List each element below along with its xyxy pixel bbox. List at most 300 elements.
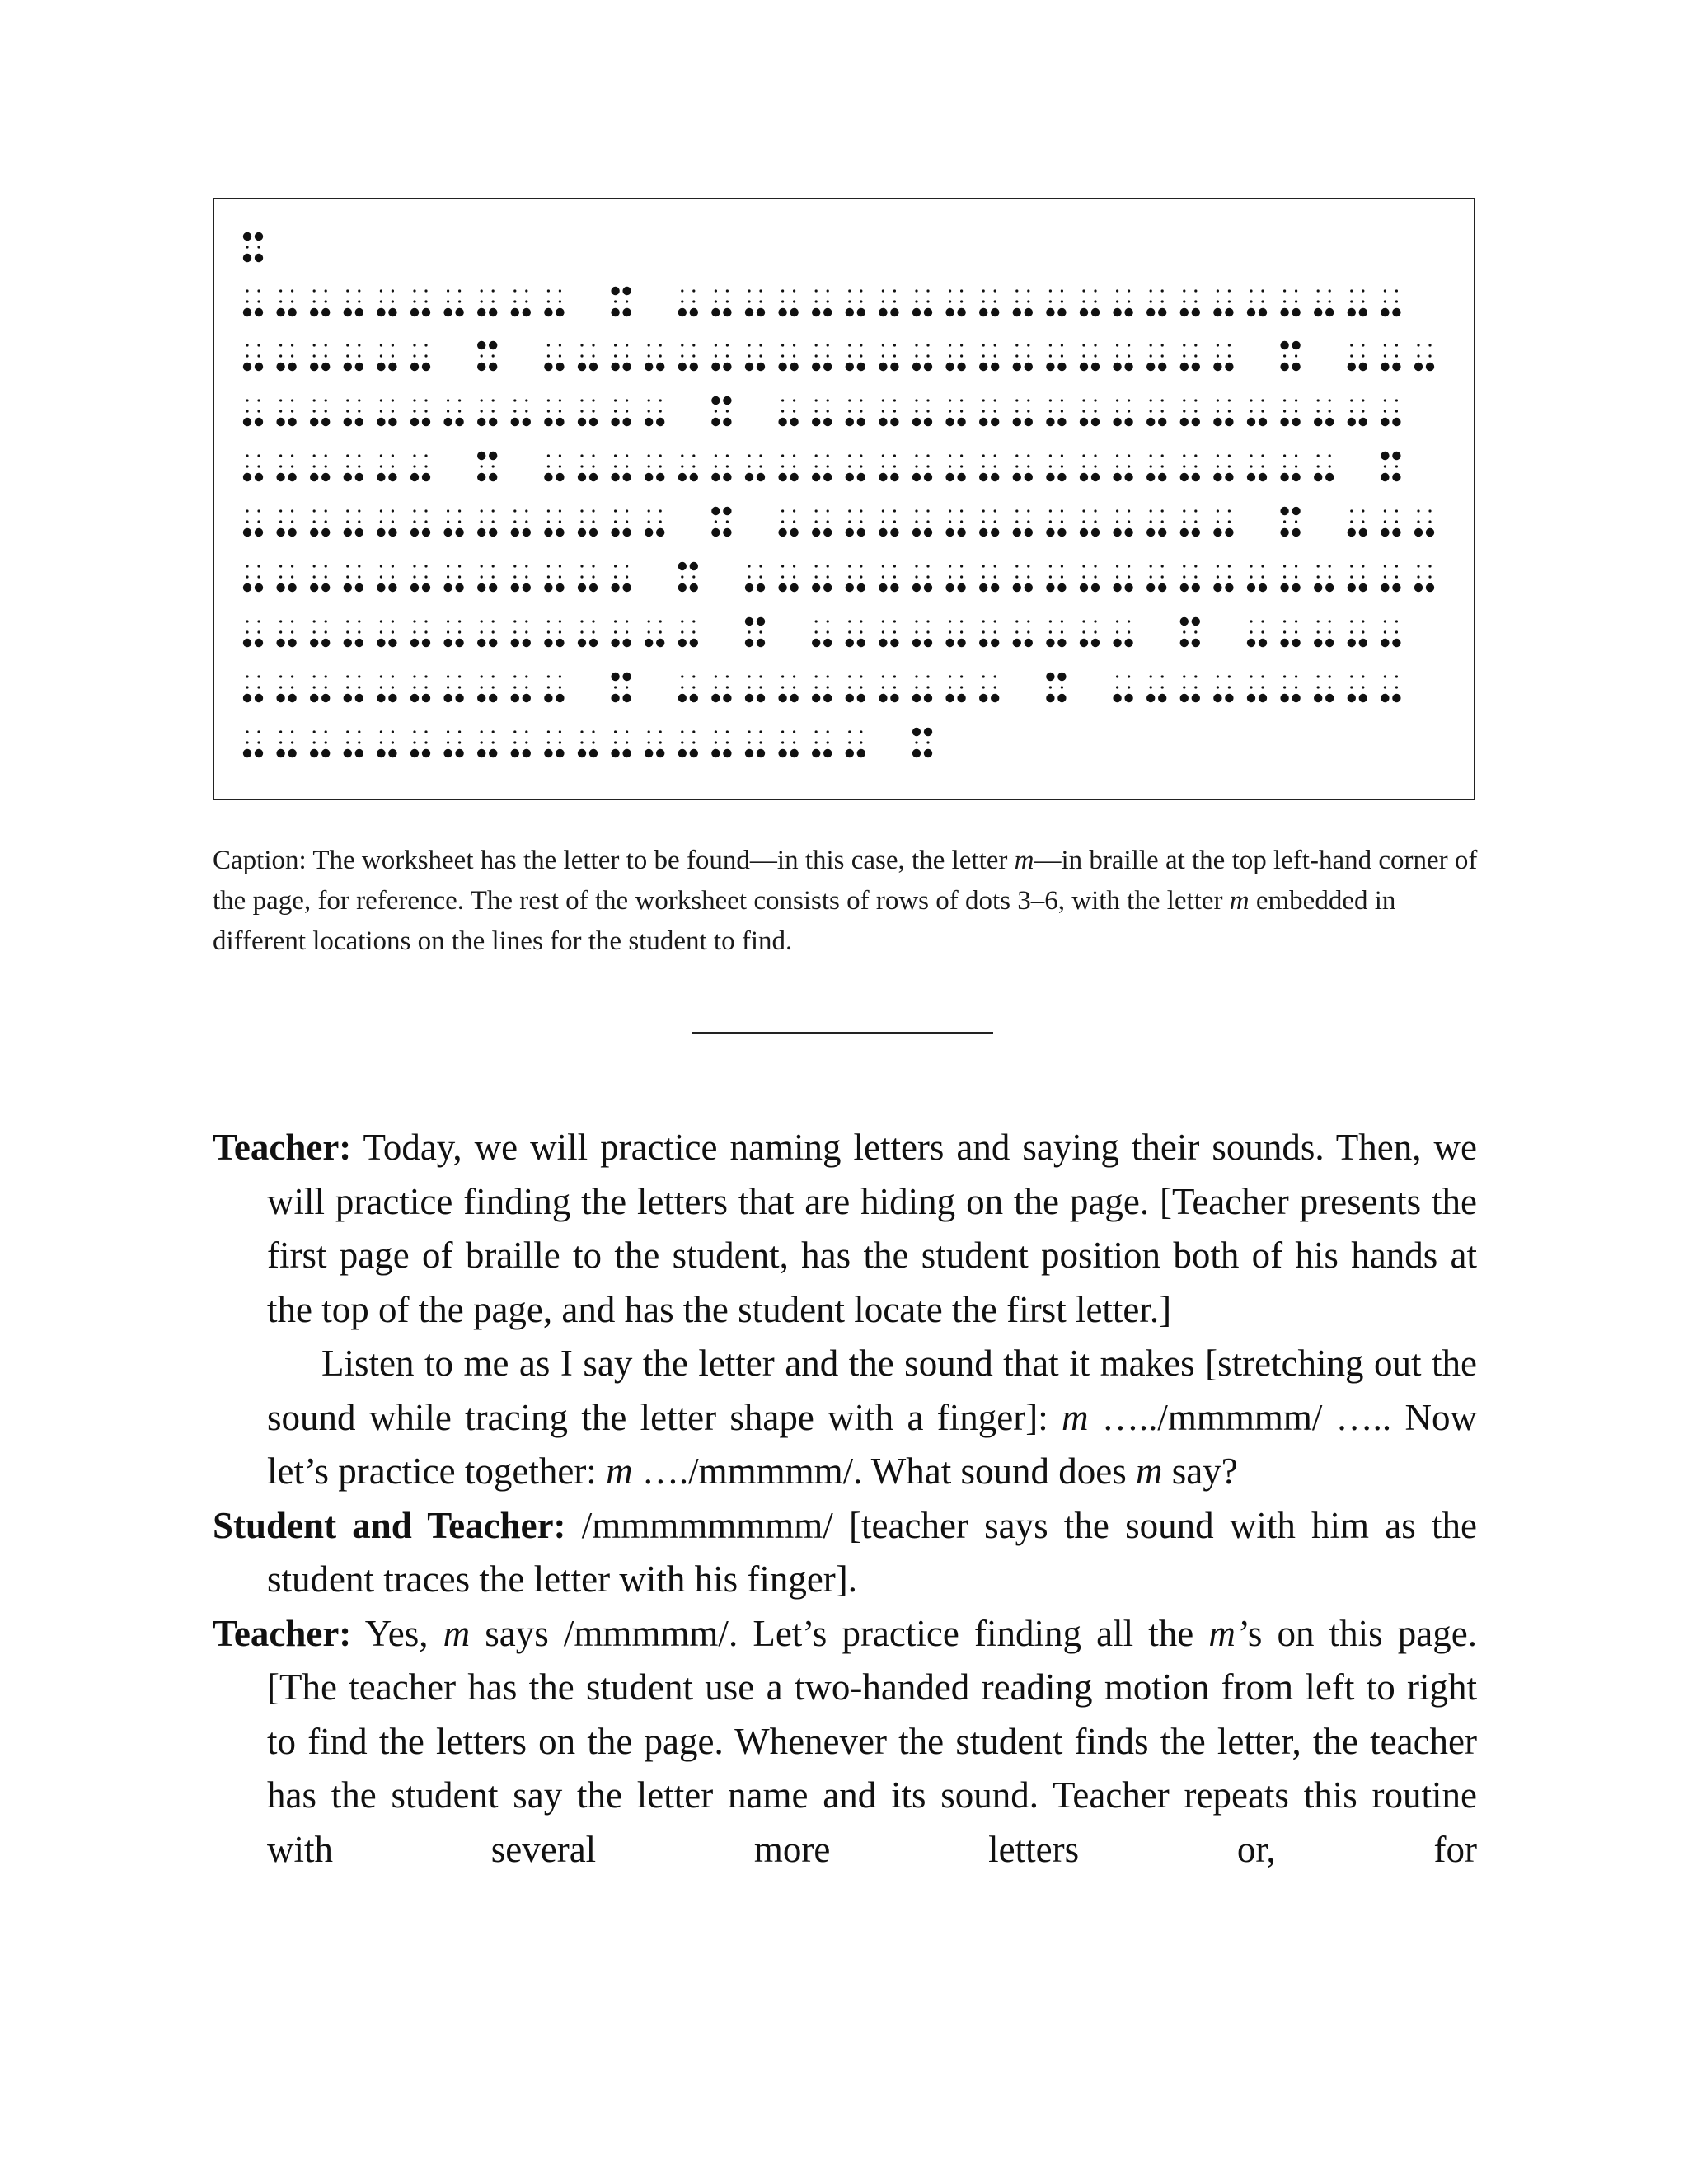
braille-dot-flat: [1015, 520, 1018, 523]
braille-dot-raised: [1247, 639, 1255, 647]
braille-dot-flat: [1261, 686, 1264, 688]
braille-dot-flat: [291, 620, 293, 622]
braille-dot-flat: [1317, 399, 1320, 401]
braille-dot-flat: [492, 730, 495, 733]
braille-dot-flat: [1183, 575, 1185, 578]
braille-dot-raised: [757, 473, 765, 481]
braille-dot-raised: [1325, 418, 1334, 426]
braille-dot-raised: [589, 749, 598, 757]
section-divider: [692, 1032, 993, 1034]
braille-dot-raised: [578, 528, 586, 537]
braille-dot-flat: [525, 575, 528, 578]
braille-dot-raised: [1192, 583, 1200, 592]
braille-dot-raised: [344, 749, 352, 757]
braille-dot-flat: [614, 509, 617, 512]
braille-dot-flat: [1329, 565, 1331, 567]
braille-dot-raised: [745, 473, 753, 481]
braille-dot-raised: [578, 749, 586, 757]
braille-dot-flat: [458, 410, 461, 412]
braille-dot-flat: [1384, 300, 1386, 302]
braille-dot-raised: [489, 639, 497, 647]
braille-dot-raised: [912, 694, 921, 702]
braille-dot-flat: [492, 675, 495, 677]
braille-dot-flat: [246, 344, 248, 346]
braille-dot-flat: [1395, 509, 1398, 512]
braille-dot-flat: [1094, 520, 1096, 523]
braille-dot-raised: [823, 308, 832, 316]
braille-dot-flat: [793, 454, 795, 457]
braille-dot-raised: [455, 749, 463, 757]
braille-dot-flat: [882, 509, 884, 512]
braille-dot-flat: [915, 575, 917, 578]
dialogue-text: …./mmmmm/. What sound does: [632, 1451, 1136, 1492]
braille-dot-flat: [1150, 454, 1152, 457]
braille-dot-raised: [1046, 583, 1054, 592]
braille-dot-flat: [949, 465, 951, 467]
braille-dot-raised: [578, 583, 586, 592]
braille-dot-raised: [455, 528, 463, 537]
braille-dot-raised: [1213, 528, 1221, 537]
braille-dot-raised: [790, 528, 798, 537]
braille-dot-flat: [413, 289, 415, 292]
braille-dot-flat: [1295, 520, 1297, 523]
braille-dot-flat: [547, 620, 550, 622]
braille-dot-raised: [1192, 418, 1200, 426]
braille-dot-flat: [1082, 454, 1085, 457]
braille-dot-flat: [1217, 344, 1219, 346]
braille-dot-raised: [711, 396, 720, 405]
braille-dot-raised: [857, 639, 865, 647]
braille-dot-flat: [481, 509, 483, 512]
braille-dot-flat: [413, 509, 415, 512]
braille-dot-flat: [346, 344, 349, 346]
braille-dot-flat: [659, 465, 662, 467]
braille-dot-flat: [1116, 630, 1118, 633]
braille-dot-raised: [344, 528, 352, 537]
braille-dot-flat: [1128, 675, 1130, 677]
braille-dot-raised: [711, 418, 720, 426]
braille-dot-flat: [380, 675, 382, 677]
braille-dot-flat: [1395, 565, 1398, 567]
braille-dot-flat: [681, 289, 683, 292]
braille-dot-raised: [544, 639, 552, 647]
braille-dot-raised: [377, 473, 385, 481]
braille-dot-raised: [812, 308, 820, 316]
braille-dot-flat: [1228, 354, 1231, 357]
braille-dot-flat: [1128, 575, 1130, 578]
braille-dot-raised: [276, 418, 284, 426]
braille-dot-flat: [1194, 575, 1197, 578]
braille-dot-flat: [1395, 575, 1398, 578]
braille-dot-flat: [781, 399, 784, 401]
braille-dot-flat: [424, 399, 427, 401]
braille-dot-flat: [257, 354, 260, 357]
braille-dot-flat: [279, 289, 282, 292]
braille-dot-raised: [979, 418, 987, 426]
braille-dot-raised: [1325, 583, 1334, 592]
braille-dot-raised: [243, 418, 251, 426]
braille-dot-flat: [325, 410, 327, 412]
braille-dot-flat: [1250, 630, 1252, 633]
braille-dot-flat: [1049, 344, 1052, 346]
braille-dot-flat: [358, 465, 360, 467]
braille-dot-flat: [1362, 520, 1364, 523]
braille-dot-flat: [580, 620, 583, 622]
braille-dot-flat: [291, 565, 293, 567]
braille-dot-raised: [310, 473, 318, 481]
braille-dot-flat: [949, 620, 951, 622]
braille-dot-flat: [257, 565, 260, 567]
braille-dot-raised: [1080, 473, 1088, 481]
braille-dot-flat: [559, 730, 561, 733]
braille-dot-flat: [547, 686, 550, 688]
braille-dot-flat: [982, 630, 985, 633]
braille-dot-flat: [592, 730, 594, 733]
braille-dot-flat: [547, 565, 550, 567]
braille-dot-flat: [793, 675, 795, 677]
braille-dot-flat: [1128, 289, 1130, 292]
braille-dot-flat: [614, 410, 617, 412]
braille-dot-raised: [1192, 528, 1200, 537]
braille-dot-flat: [1217, 565, 1219, 567]
braille-dot-flat: [915, 509, 917, 512]
braille-dot-raised: [489, 528, 497, 537]
braille-dot-flat: [659, 410, 662, 412]
braille-dot-flat: [392, 630, 394, 633]
braille-dot-flat: [1217, 300, 1219, 302]
braille-dot-raised: [578, 473, 586, 481]
braille-dot-raised: [979, 694, 987, 702]
braille-dot-flat: [346, 620, 349, 622]
braille-dot-flat: [748, 675, 750, 677]
braille-dot-raised: [276, 308, 284, 316]
braille-dot-flat: [1183, 344, 1185, 346]
braille-dot-raised: [711, 749, 720, 757]
caption-mid: —in braille at the top left-hand corner of the page, for reference. The rest of the worksheet consists of rows of dots 3–6, with the letter: [213, 846, 1478, 916]
braille-dot-flat: [291, 410, 293, 412]
braille-dot-flat: [960, 465, 963, 467]
braille-dot-flat: [413, 454, 415, 457]
braille-dot-raised: [711, 507, 720, 515]
braille-dot-flat: [1183, 509, 1185, 512]
braille-dot-raised: [544, 749, 552, 757]
braille-dot-flat: [1027, 354, 1029, 357]
braille-dot-flat: [325, 454, 327, 457]
braille-dot-flat: [926, 300, 929, 302]
braille-dot-flat: [659, 399, 662, 401]
braille-dot-flat: [882, 454, 884, 457]
braille-dot-flat: [1194, 399, 1197, 401]
braille-dot-flat: [246, 246, 248, 248]
braille-dot-raised: [945, 583, 954, 592]
braille-dot-flat: [860, 300, 862, 302]
braille-dot-flat: [257, 575, 260, 578]
braille-dot-flat: [715, 344, 717, 346]
braille-dot-flat: [1061, 686, 1063, 688]
braille-dot-raised: [1080, 308, 1088, 316]
braille-dot-flat: [1261, 575, 1264, 578]
braille-dot-flat: [413, 354, 415, 357]
braille-dot-raised: [388, 418, 396, 426]
braille-dot-flat: [1395, 399, 1398, 401]
braille-dot-flat: [291, 509, 293, 512]
braille-dot-raised: [1247, 583, 1255, 592]
braille-dot-flat: [1350, 675, 1353, 677]
braille-dot-flat: [1194, 454, 1197, 457]
braille-dot-raised: [544, 308, 552, 316]
braille-dot-flat: [1150, 565, 1152, 567]
braille-dot-flat: [1094, 565, 1096, 567]
braille-dot-raised: [879, 363, 887, 371]
braille-dot-flat: [848, 575, 851, 578]
braille-dot-flat: [1116, 289, 1118, 292]
braille-dot-raised: [1158, 418, 1166, 426]
braille-dot-raised: [879, 694, 887, 702]
braille-dot-flat: [447, 289, 449, 292]
braille-dot-flat: [893, 675, 896, 677]
braille-dot-flat: [559, 520, 561, 523]
braille-dot-raised: [645, 749, 653, 757]
braille-dot-flat: [982, 300, 985, 302]
braille-dot-flat: [424, 344, 427, 346]
braille-dot-flat: [1161, 686, 1164, 688]
braille-dot-raised: [656, 528, 664, 537]
braille-dot-raised: [276, 363, 284, 371]
braille-dot-raised: [443, 694, 452, 702]
braille-dot-raised: [556, 694, 564, 702]
braille-dot-flat: [547, 344, 550, 346]
braille-dot-flat: [380, 465, 382, 467]
braille-dot-raised: [523, 308, 531, 316]
braille-dot-flat: [246, 354, 248, 357]
braille-dot-raised: [443, 418, 452, 426]
braille-dot-flat: [726, 300, 729, 302]
braille-dot-raised: [276, 583, 284, 592]
braille-dot-raised: [455, 308, 463, 316]
braille-dot-flat: [392, 520, 394, 523]
braille-dot-raised: [690, 473, 698, 481]
braille-dot-raised: [1314, 308, 1322, 316]
braille-dot-flat: [447, 410, 449, 412]
braille-dot-flat: [994, 509, 996, 512]
braille-dot-flat: [860, 630, 862, 633]
braille-dot-flat: [580, 630, 583, 633]
braille-dot-raised: [678, 749, 687, 757]
braille-dot-flat: [1150, 575, 1152, 578]
dialogue-text: say?: [1162, 1451, 1238, 1492]
braille-dot-raised: [979, 308, 987, 316]
braille-dot-flat: [848, 565, 851, 567]
braille-dot-flat: [648, 630, 650, 633]
braille-dot-flat: [1261, 454, 1264, 457]
braille-dot-raised: [912, 473, 921, 481]
braille-dot-flat: [1161, 410, 1164, 412]
braille-dot-flat: [481, 686, 483, 688]
braille-dot-flat: [1183, 354, 1185, 357]
braille-dot-flat: [1128, 410, 1130, 412]
braille-dot-flat: [1015, 509, 1018, 512]
braille-dot-flat: [994, 686, 996, 688]
braille-dot-flat: [882, 575, 884, 578]
braille-dot-raised: [1080, 583, 1088, 592]
braille-dot-raised: [1392, 528, 1400, 537]
braille-dot-raised: [355, 639, 363, 647]
braille-dot-flat: [994, 354, 996, 357]
braille-dot-flat: [313, 465, 316, 467]
braille-dot-raised: [288, 583, 296, 592]
braille-dot-raised: [1046, 473, 1054, 481]
braille-dot-flat: [257, 520, 260, 523]
braille-dot-flat: [1350, 686, 1353, 688]
braille-dot-flat: [481, 620, 483, 622]
braille-dot-flat: [1329, 686, 1331, 688]
braille-dot-raised: [991, 473, 999, 481]
braille-dot-flat: [1183, 454, 1185, 457]
braille-dot-flat: [1283, 354, 1286, 357]
braille-dot-flat: [614, 730, 617, 733]
braille-dot-raised: [489, 363, 497, 371]
braille-dot-raised: [1113, 639, 1121, 647]
braille-dot-raised: [757, 639, 765, 647]
braille-dot-raised: [924, 473, 932, 481]
braille-dot-flat: [1384, 575, 1386, 578]
braille-dot-raised: [589, 528, 598, 537]
braille-dot-flat: [1329, 465, 1331, 467]
braille-dot-flat: [513, 675, 516, 677]
braille-dot-flat: [525, 620, 528, 622]
braille-dot-raised: [857, 308, 865, 316]
braille-dot-flat: [781, 730, 784, 733]
braille-dot-raised: [1046, 639, 1054, 647]
braille-dot-flat: [681, 575, 683, 578]
braille-dot-flat: [1049, 565, 1052, 567]
braille-dot-flat: [257, 730, 260, 733]
braille-dot-flat: [458, 741, 461, 743]
braille-dot-flat: [982, 675, 985, 677]
braille-dot-flat: [614, 575, 617, 578]
braille-dot-raised: [1192, 639, 1200, 647]
braille-dot-flat: [592, 344, 594, 346]
braille-dot-flat: [325, 509, 327, 512]
braille-dot-flat: [882, 354, 884, 357]
braille-dot-flat: [994, 630, 996, 633]
braille-dot-flat: [424, 465, 427, 467]
braille-dot-flat: [793, 575, 795, 578]
braille-dot-raised: [1180, 473, 1189, 481]
braille-dot-flat: [1116, 410, 1118, 412]
braille-dot-flat: [1350, 509, 1353, 512]
braille-dot-flat: [827, 686, 829, 688]
braille-dot-flat: [1261, 289, 1264, 292]
braille-dot-flat: [481, 465, 483, 467]
braille-dot-raised: [1280, 363, 1288, 371]
braille-dot-flat: [860, 410, 862, 412]
braille-dot-flat: [759, 454, 762, 457]
braille-dot-raised: [321, 749, 330, 757]
braille-dot-flat: [513, 686, 516, 688]
braille-dot-flat: [1329, 575, 1331, 578]
braille-dot-flat: [313, 575, 316, 578]
braille-dot-raised: [723, 507, 731, 515]
braille-dot-flat: [982, 520, 985, 523]
braille-dot-flat: [1049, 399, 1052, 401]
braille-dot-flat: [793, 399, 795, 401]
braille-dot-flat: [279, 410, 282, 412]
braille-dot-flat: [481, 630, 483, 633]
braille-dot-flat: [1094, 575, 1096, 578]
braille-dot-flat: [781, 410, 784, 412]
braille-dot-flat: [392, 454, 394, 457]
braille-dot-flat: [1194, 344, 1197, 346]
braille-dot-flat: [1228, 410, 1231, 412]
braille-dot-flat: [1015, 575, 1018, 578]
braille-dot-flat: [1217, 289, 1219, 292]
braille-dot-flat: [827, 565, 829, 567]
braille-dot-flat: [1082, 399, 1085, 401]
braille-dot-raised: [1292, 418, 1300, 426]
braille-dot-flat: [447, 300, 449, 302]
braille-dot-flat: [1362, 509, 1364, 512]
braille-dot-flat: [1283, 686, 1286, 688]
braille-dot-flat: [926, 620, 929, 622]
braille-dot-raised: [1292, 507, 1300, 515]
braille-dot-flat: [949, 289, 951, 292]
braille-dot-raised: [377, 749, 385, 757]
braille-dot-flat: [726, 675, 729, 677]
braille-dot-flat: [1015, 300, 1018, 302]
braille-dot-raised: [1359, 583, 1367, 592]
braille-dot-flat: [313, 730, 316, 733]
braille-dot-flat: [1395, 465, 1398, 467]
braille-dot-flat: [1082, 300, 1085, 302]
braille-dot-flat: [715, 675, 717, 677]
braille-dot-flat: [915, 520, 917, 523]
braille-dot-flat: [1183, 686, 1185, 688]
braille-dot-flat: [614, 399, 617, 401]
braille-dot-flat: [759, 354, 762, 357]
braille-dot-flat: [392, 465, 394, 467]
braille-dot-flat: [692, 465, 695, 467]
braille-dot-flat: [1116, 454, 1118, 457]
braille-dot-flat: [960, 300, 963, 302]
braille-dot-flat: [458, 565, 461, 567]
braille-dot-raised: [355, 749, 363, 757]
braille-dot-flat: [358, 630, 360, 633]
dialogue-entry-student-teacher: [213, 1499, 1477, 1607]
braille-dot-flat: [291, 741, 293, 743]
braille-dot-flat: [1228, 300, 1231, 302]
braille-dot-flat: [1350, 289, 1353, 292]
braille-dot-flat: [346, 575, 349, 578]
braille-dot-raised: [255, 308, 263, 316]
braille-dot-raised: [823, 583, 832, 592]
braille-dot-flat: [492, 741, 495, 743]
braille-dot-raised: [846, 694, 854, 702]
braille-dot-flat: [492, 630, 495, 633]
braille-dot-raised: [991, 363, 999, 371]
braille-dot-flat: [1094, 399, 1096, 401]
braille-dot-flat: [748, 354, 750, 357]
braille-dot-raised: [1348, 363, 1356, 371]
braille-dot-flat: [949, 520, 951, 523]
braille-dot-raised: [443, 308, 452, 316]
braille-dot-flat: [626, 300, 628, 302]
braille-dot-raised: [622, 694, 631, 702]
braille-dot-flat: [860, 344, 862, 346]
braille-dot-raised: [879, 583, 887, 592]
braille-dot-flat: [893, 630, 896, 633]
braille-dot-flat: [1228, 575, 1231, 578]
